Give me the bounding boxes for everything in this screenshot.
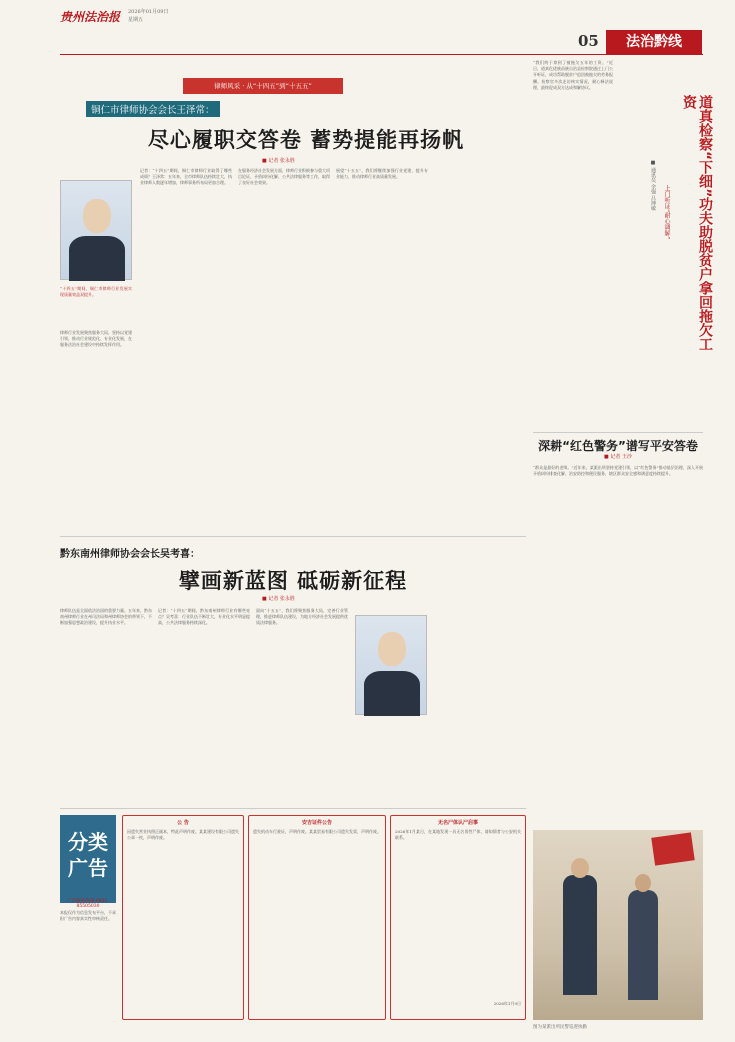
- article-divider: [60, 536, 526, 537]
- ad-box-1-body: 因遗失营业执照正副本，特此声明作废。某某建设有限公司遗失公章一枚，声明作废。: [127, 829, 239, 841]
- section-title: 法治黔线: [606, 30, 702, 54]
- page-number: 05: [578, 32, 599, 50]
- article1-col2: 记者：“十四五”期间，铜仁市律师行业取得了哪些成绩？王泽常：五年来，全市律师队伍持续壮大，执业律师人数逐年增加，律师事务所布局更加合理。: [140, 168, 232, 186]
- article2-kicker: 黔东南州律师协会会长吴考喜：: [60, 549, 200, 560]
- article1-col4: 展望“十五五”，我们将继续加强行业党建，提升专业能力，推动律师行业高质量发展。: [336, 168, 428, 180]
- ad-box-3-body: 2026年1月某日，在某地发现一具无名男性尸体，请知情者与公安机关联系。: [395, 829, 521, 841]
- ad-box-2-head: 安吉证件公告: [301, 820, 332, 826]
- article1-byline: ■ 记者 张永胜: [262, 158, 295, 164]
- ad-box-2-body: 遗失机动车行驶证，声明作废。某某贸易有限公司遗失发票，声明作废。: [253, 829, 381, 834]
- right-story2-title: 深耕“红色警务”谱写平安答卷: [538, 439, 698, 453]
- issue-weekday: 星期五: [128, 17, 144, 23]
- classified-ad-title: 分类广告: [60, 815, 116, 903]
- right-story1-sub: 上门听证“耐心调解”: [663, 185, 670, 240]
- issue-date: 2026年01月09日: [128, 9, 169, 15]
- article1-col1: 律师行业发展聚焦服务大局，坚持以党建引领，推动行业规范化、专业化发展，在服务法治社会建设中持续发挥作用。: [60, 330, 132, 348]
- police-photo: [533, 830, 703, 1020]
- newspaper-logo: 贵州法治报: [60, 10, 121, 24]
- article2-title: 擘画新蓝图 砥砺新征程: [178, 569, 408, 593]
- column-banner: 律师风采 · 从“十四五”到“十五五”: [183, 78, 343, 94]
- ad-box-2: [248, 815, 386, 1020]
- article2-col1: 律师队伍是全面依法治国的重要力量。五年来，黔东南州律师行业在州司法局和州律师协会的带领下，不断加强思想政治建设，提升执业水平。: [60, 608, 152, 626]
- portrait-wang: [60, 180, 132, 280]
- right-story2-byline: ■ 记者 王沙: [604, 454, 632, 460]
- article1-kicker: 铜仁市律师协会会长王泽常：: [86, 101, 220, 117]
- ad-hotline: 广告服务热线 0851-85505030: [67, 899, 109, 909]
- issue-meta: [128, 8, 168, 24]
- ad-box-3-date: 2026年1月9日: [493, 1001, 521, 1006]
- right-story1-title: 道真检察“下细”功夫助脱贫户拿回拖欠工资: [681, 95, 713, 352]
- article2-col3: 面向“十五五”，我们将聚焦服务大局，完善行业管理，推进律师队伍建设，为地方经济社会发展提供优质法律服务。: [256, 608, 348, 626]
- article1-col3: 在服务经济社会发展方面，律师行业积极参与重大项目论证、矛盾纠纷化解、公共法律服务等工作，取得了良好社会效果。: [238, 168, 330, 186]
- article2-byline: ■ 记者 张永胜: [262, 596, 295, 602]
- ad-note: 本报仅作为信息发布平台，不承担广告内容真实性审核责任。: [60, 910, 116, 922]
- article1-col5: [432, 168, 524, 528]
- right-story1-body: “我们终于拿到了被拖欠五年的工资。”近日，道真仡佬族苗族自治县检察院通过上门公开听证，成功帮助脱贫户追回被拖欠的劳务报酬。检察官多次走访核实情况，耐心释法说理，最终促成双方达成和解协议。: [533, 60, 613, 90]
- article2-col4: [432, 608, 526, 803]
- photo-caption: “十四五”期间，铜仁市律师行业发展实现质量效益双提升。: [60, 286, 132, 298]
- right-story2-body: “群众是最好的老师。”近年来，某派出所坚持党建引领，以“红色警务”推动基层治理，深入开展矛盾纠纷排查化解、治安防控和便民服务，辖区群众安全感和满意度持续提升。: [533, 465, 703, 477]
- article1-title: 尽心履职交答卷 蓄势提能再扬帆: [147, 128, 465, 152]
- article2-col2: 记者：“十四五”期间，黔东南州律师行业有哪些亮点？吴考喜：行业队伍不断壮大，专业化水平明显提高，公共法律服务持续深化。: [158, 608, 250, 626]
- ad-box-1: [122, 815, 244, 1020]
- portrait-wu: [355, 615, 427, 715]
- ads-divider: [60, 808, 526, 809]
- right-divider: [533, 432, 703, 433]
- ad-box-3-head: 无名尸体认尸启事: [437, 820, 478, 826]
- ad-box-3: [390, 815, 526, 1020]
- ad-box-1-head: 公 告: [177, 820, 189, 826]
- header-divider: [60, 54, 703, 55]
- photo-credit: 图为某派出所民警巡逻执勤: [533, 1025, 587, 1030]
- right-story1-byline: ■ 通讯员 余强 吕坤敏: [650, 160, 656, 211]
